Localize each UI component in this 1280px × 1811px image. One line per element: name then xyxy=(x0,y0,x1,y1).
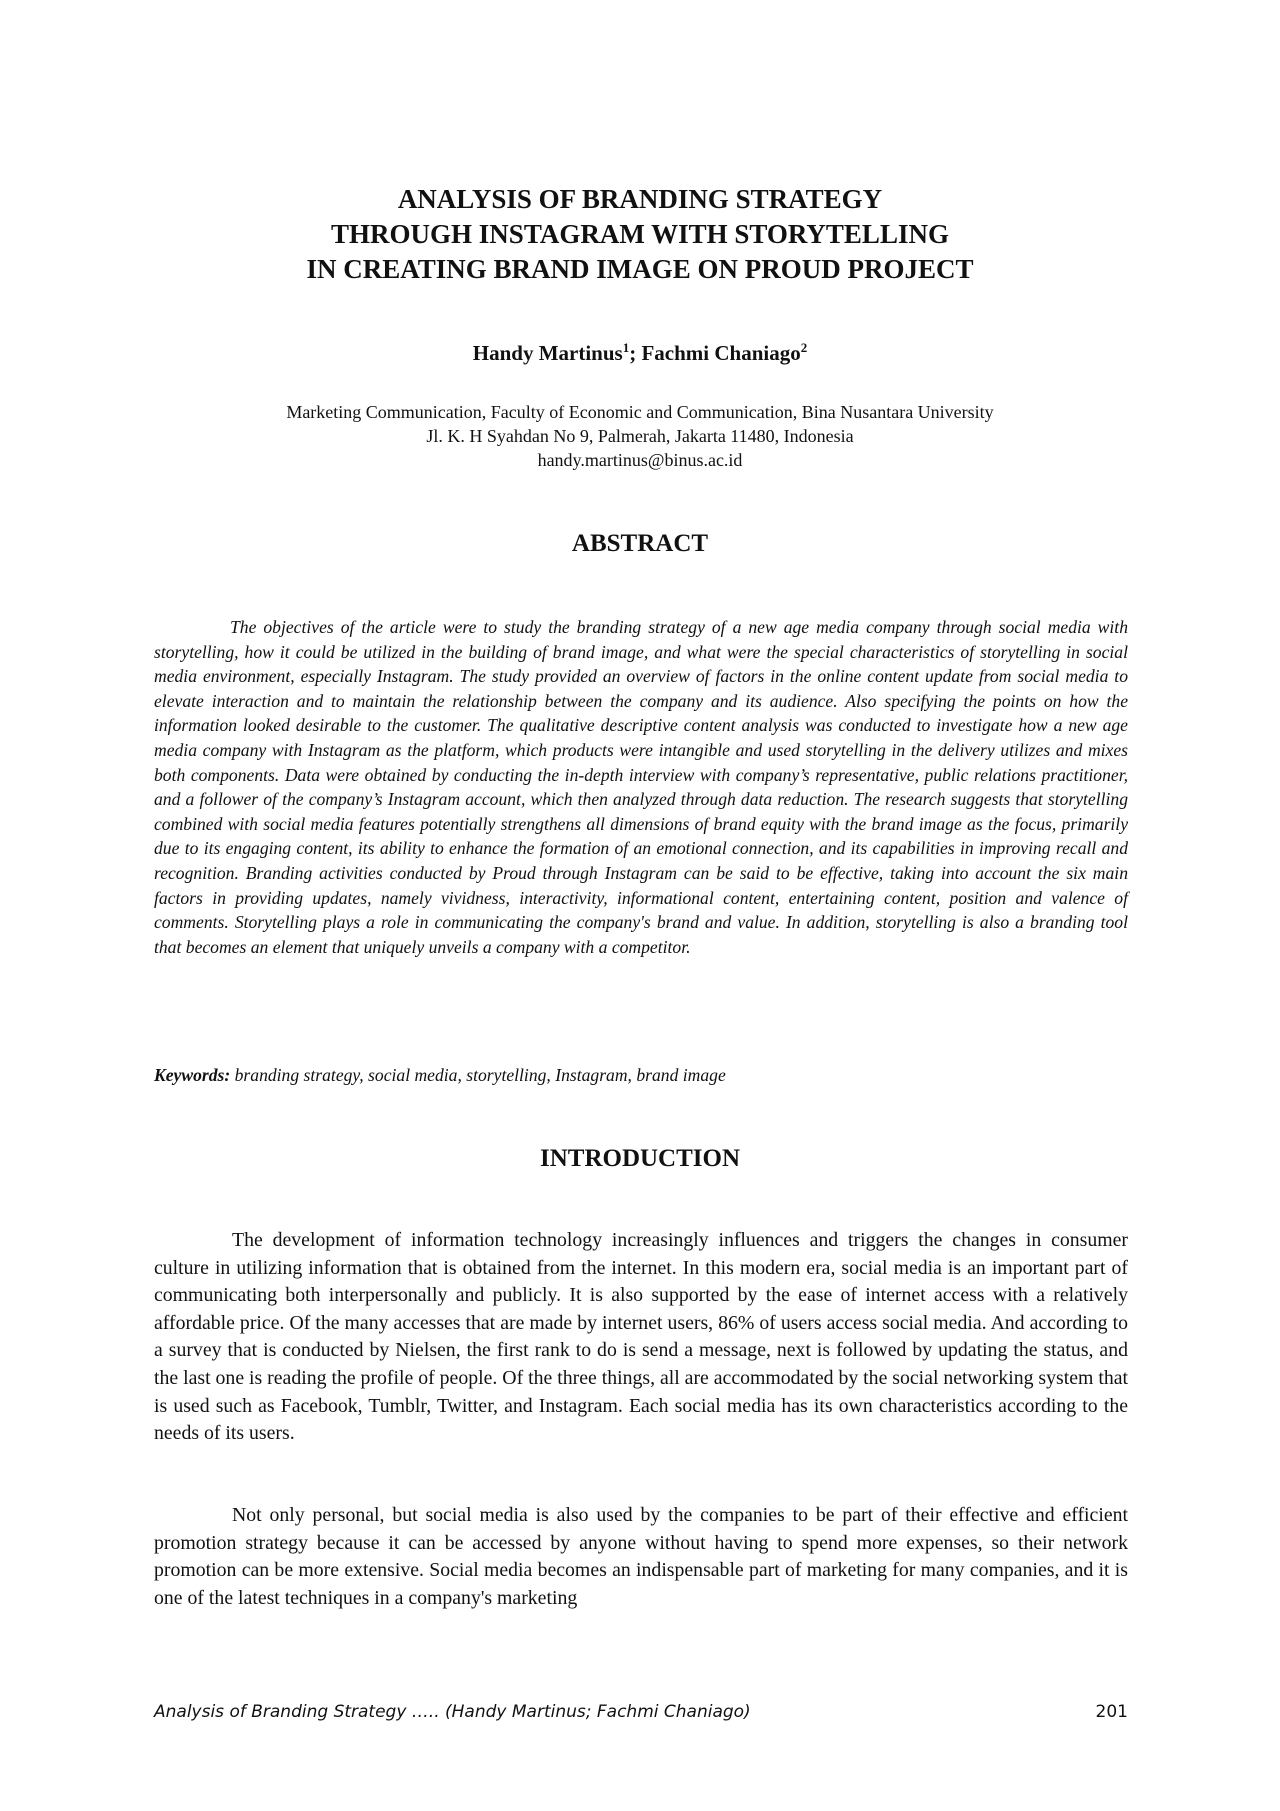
affiliation-marker: 1 xyxy=(622,340,630,355)
author-name: Fachmi Chaniago xyxy=(641,341,801,365)
affiliation-block xyxy=(152,400,1128,472)
running-footer: Analysis of Branding Strategy ….. (Handy Martinus; Fachmi Chaniago) xyxy=(154,1702,751,1722)
page-number: 201 xyxy=(1095,1702,1128,1722)
address-line: Jl. K. H Syahdan No 9, Palmerah, Jakarta 11480, Indonesia xyxy=(426,426,854,446)
author-list xyxy=(152,340,1128,366)
author-separator: ; xyxy=(629,341,642,365)
title-line-3: IN CREATING BRAND IMAGE ON PROUD PROJECT xyxy=(306,254,974,284)
introduction-heading: INTRODUCTION xyxy=(539,1145,741,1172)
body-paragraph: Not only personal, but social media is also used by the companies to be part of their effective and efficient promotion strategy because it can be accessed by anyone without having to spend more expenses, so their network promotion can be more extensive. Social media becomes an indispensable part of marketing for many companies, and it is one of the latest techniques in a company's marketing xyxy=(154,1504,1128,1609)
title-line-1: ANALYSIS OF BRANDING STRATEGY xyxy=(397,184,883,214)
abstract-heading: ABSTRACT xyxy=(571,530,709,557)
keywords-text: branding strategy, social media, storytelling, Instagram, brand image xyxy=(230,1065,726,1085)
body-paragraph: The development of information technology increasingly influences and triggers the changes in consumer culture in utilizing information that is obtained from the internet. In this modern era, social media is an important part of communicating both interpersonally and publicly. It is also supported by the ease of internet access with a relatively affordable price. Of the many accesses that are made by internet users, 86% of users access social media. And according to a survey that is conducted by Nielsen, the first rank to do is send a message, next is followed by updating the status, and the last one is reading the profile of people. Of the three things, all are accommodated by the social networking system that is used such as Facebook, Tumblr, Twitter, and Instagram. Each social media has its own characteristics according to the needs of its users. xyxy=(154,1229,1128,1445)
author-name: Handy Martinus xyxy=(472,341,623,365)
author-email: handy.martinus@binus.ac.id xyxy=(537,450,743,470)
affiliation-marker: 2 xyxy=(800,340,808,355)
title-line-2: THROUGH INSTAGRAM WITH STORYTELLING xyxy=(331,219,949,249)
affiliation-line: Marketing Communication, Faculty of Economic and Communication, Bina Nusantara University xyxy=(286,402,994,422)
keywords-line xyxy=(154,1063,1128,1087)
abstract-text: The objectives of the article were to study the branding strategy of a new age media company through social media with storytelling, how it could be utilized in the building of brand image, and what were the special characteristics of storytelling in social media environment, especially Instagram. The study provided an overview of factors in the online content update from social media to elevate interaction and to maintain the relationship between the company and its audience. Also specifying the points on how the information looked desirable to the customer. The qualitative descriptive content analysis was conducted to investigate how a new age media company with Instagram as the platform, which products were intangible and used storytelling in the delivery utilizes and mixes both components. Data were obtained by conducting the in-depth interview with company’s representative, public relations practitioner, and a follower of the company’s Instagram account, which then analyzed through data reduction. The research suggests that storytelling combined with social media features potentially strengthens all dimensions of brand equity with the brand image as the focus, primarily due to its engaging content, its ability to enhance the formation of an emotional connection, and its capabilities in improving recall and recognition. Branding activities conducted by Proud through Instagram can be said to be effective, taking into account the six main factors in providing updates, namely vividness, interactivity, informational content, entertaining content, position and valence of comments. Storytelling plays a role in communicating the company's brand and value. In addition, storytelling is also a branding tool that becomes an element that uniquely unveils a company with a competitor. xyxy=(154,617,1128,957)
paper-title xyxy=(152,182,1128,287)
keywords-label: Keywords: xyxy=(154,1065,231,1085)
